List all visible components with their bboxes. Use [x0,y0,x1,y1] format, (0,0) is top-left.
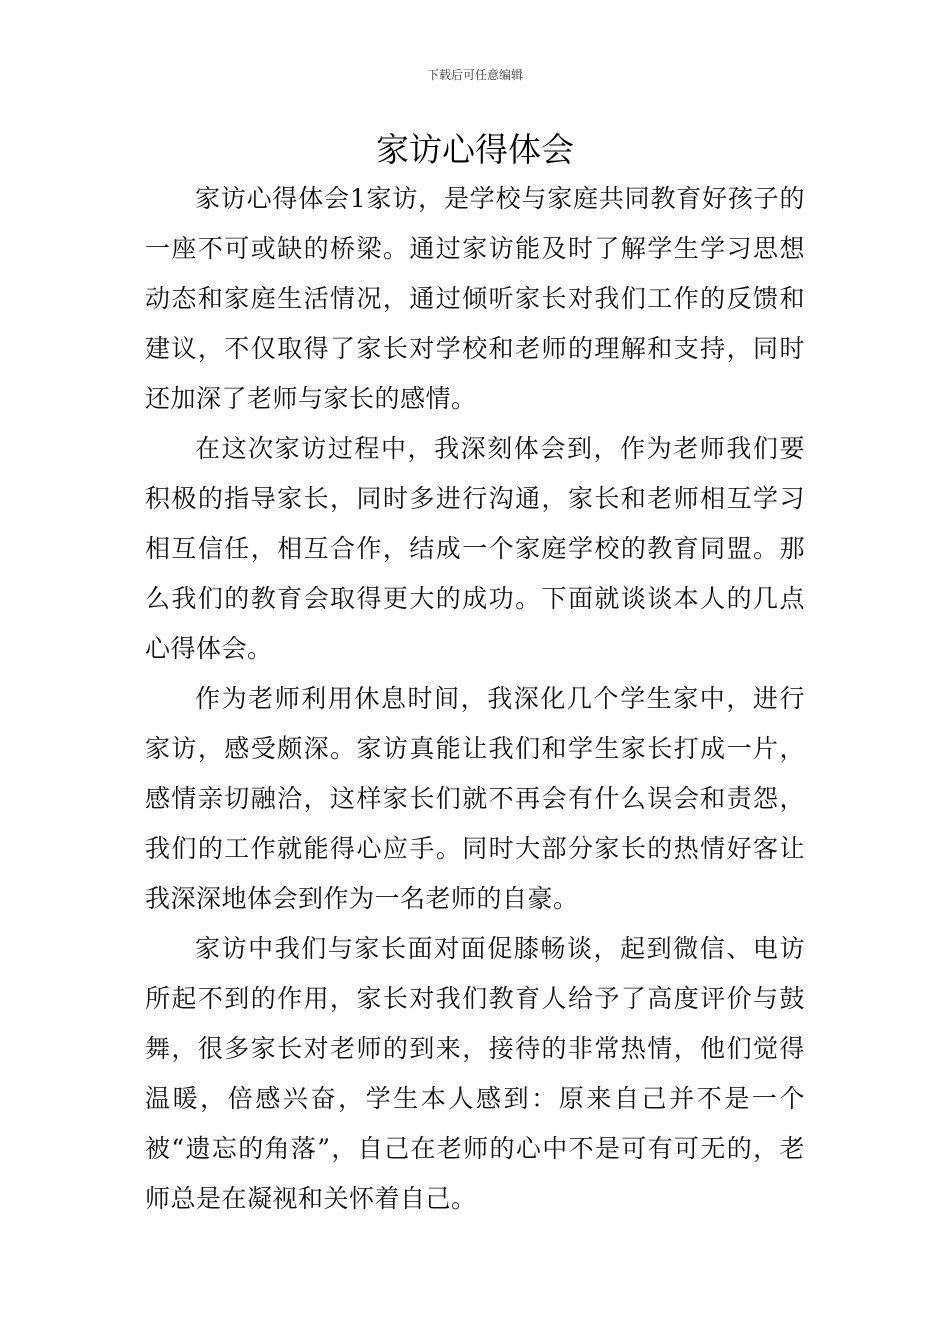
document-body [145,174,805,1224]
document-title: 家访心得体会 [376,130,574,169]
paragraph-2: 在这次家访过程中，我深刻体会到，作为老师我们要积极的指导家长，同时多进行沟通，家长和老师相互学习相互信任，相互合作，结成一个家庭学校的教育同盟。那么我们的教育会取得更大的成功。下面就谈谈本人的几点心得体会。 [145,434,805,663]
paragraph-1: 家访心得体会1家访，是学校与家庭共同教育好孩子的一座不可或缺的桥梁。通过家访能及时了解学生学习思想动态和家庭生活情况，通过倾听家长对我们工作的反馈和建议，不仅取得了家长对学校和老师的理解和支持，同时还加深了老师与家长的感情。 [145,184,805,413]
paragraph-3: 作为老师利用休息时间，我深化几个学生家中，进行家访，感受颇深。家访真能让我们和学生家长打成一片，感情亲切融洽，这样家长们就不再会有什么误会和责怨，我们的工作就能得心应手。同时大部分家长的热情好客让我深深地体会到作为一名老师的自豪。 [145,684,805,913]
header-note: 下载后可任意编辑 [426,68,523,82]
paragraph-4: 家访中我们与家长面对面促膝畅谈，起到微信、电访所起不到的作用，家长对我们教育人给予了高度评价与鼓舞，很多家长对老师的到来，接待的非常热情，他们觉得温暖，倍感兴奋，学生本人感到：原来自己并不是一个被“遗忘的角落”，自己在老师的心中不是可有可无的，老师总是在凝视和关怀着自己。 [145,934,805,1213]
